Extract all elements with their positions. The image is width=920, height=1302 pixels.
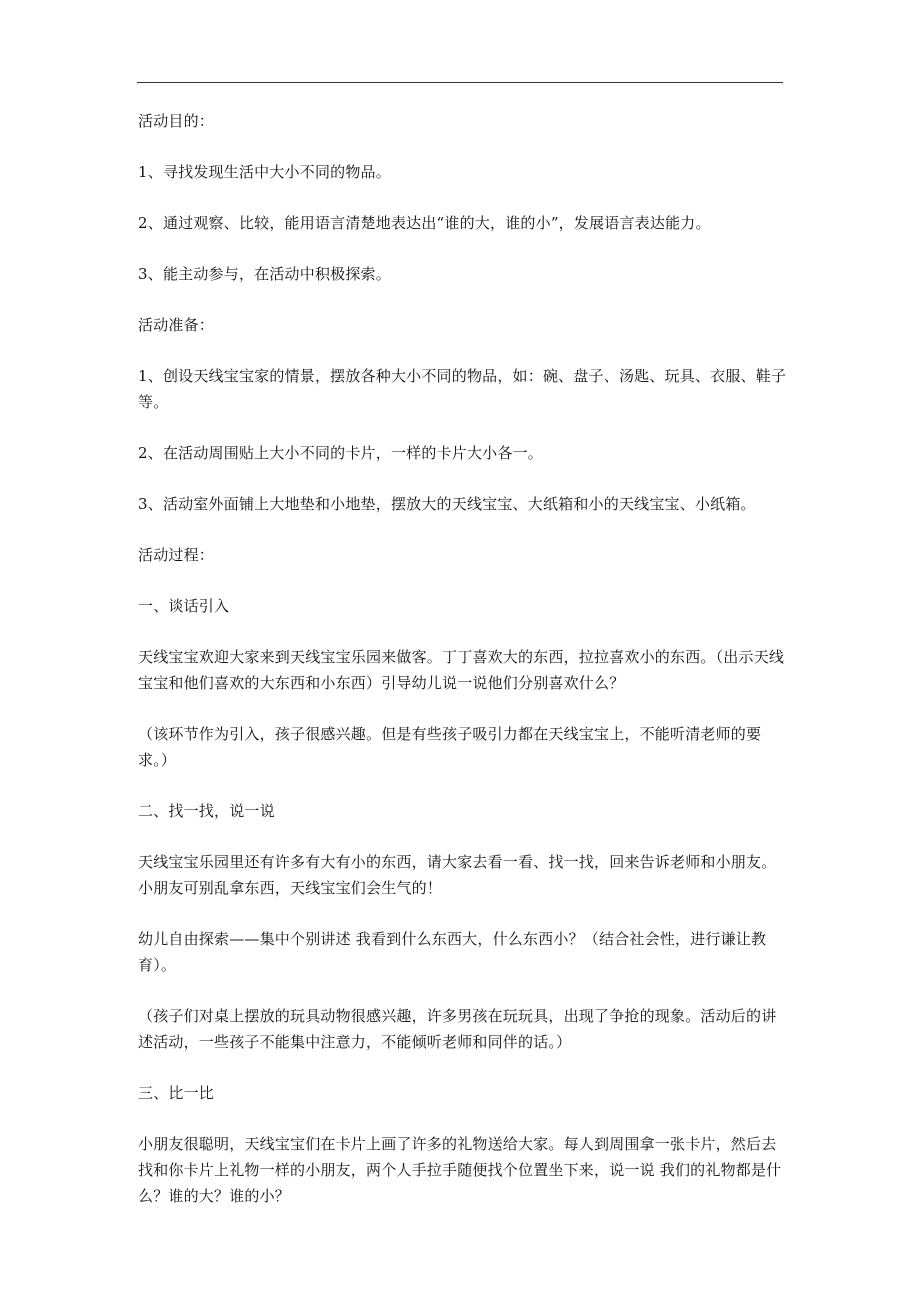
section-heading-goals: 活动目的：	[138, 112, 215, 130]
preparation-item-2: 2、在活动周围贴上大小不同的卡片，一样的卡片大小各一。	[138, 444, 543, 462]
step-heading-2: 二、找一找，说一说	[138, 802, 275, 820]
goal-item-1: 1、寻找发现生活中大小不同的物品。	[138, 163, 391, 181]
step-2-text: 天线宝宝乐园里还有许多有大有小的东西，请大家去看一看、找一找，回来告诉老师和小朋友。小朋友可别乱拿东西，天线宝宝们会生气的！	[138, 853, 777, 897]
step-heading-3: 三、比一比	[138, 1084, 215, 1102]
step-3-text: 小朋友很聪明，天线宝宝们在卡片上画了许多的礼物送给大家。每人到周围拿一张卡片，然后去找和你卡片上礼物一样的小朋友，两个人手拉手随便找个位置坐下来，说一说 我们的礼物都是什么？谁的大？谁的小？	[138, 1135, 782, 1205]
step-2-reflection: （孩子们对桌上摆放的玩具动物很感兴趣，许多男孩在玩玩具，出现了争抢的现象。活动后的讲述活动，一些孩子不能集中注意力，不能倾听老师和同伴的话。）	[138, 1007, 777, 1051]
goal-item-2: 2、通过观察、比较，能用语言清楚地表达出“谁的大，谁的小”，发展语言表达能力。	[138, 214, 711, 232]
preparation-item-3: 3、活动室外面铺上大地垫和小地垫，摆放大的天线宝宝、大纸箱和小的天线宝宝、小纸箱。	[138, 495, 756, 513]
preparation-item-1: 1、创设天线宝宝家的情景，摆放各种大小不同的物品，如：碗、盘子、汤匙、玩具、衣服、鞋子等。	[138, 367, 787, 411]
step-1-reflection: （该环节作为引入，孩子很感兴趣。但是有些孩子吸引力都在天线宝宝上，不能听清老师的要求。）	[138, 725, 762, 769]
section-heading-process: 活动过程：	[138, 546, 215, 564]
document-body	[138, 108, 788, 1234]
step-2-explore: 幼儿自由探索——集中个别讲述 我看到什么东西大，什么东西小？（结合社会性，进行谦让教育）。	[138, 930, 767, 974]
step-heading-1: 一、谈话引入	[138, 597, 230, 615]
step-1-text: 天线宝宝欢迎大家来到天线宝宝乐园来做客。丁丁喜欢大的东西，拉拉喜欢小的东西。（出示天线宝宝和他们喜欢的大东西和小东西）引导幼儿说一说他们分别喜欢什么？	[138, 648, 785, 692]
header-rule	[137, 82, 783, 83]
goal-item-3: 3、能主动参与，在活动中积极探索。	[138, 265, 391, 283]
section-heading-preparation: 活动准备：	[138, 316, 215, 334]
